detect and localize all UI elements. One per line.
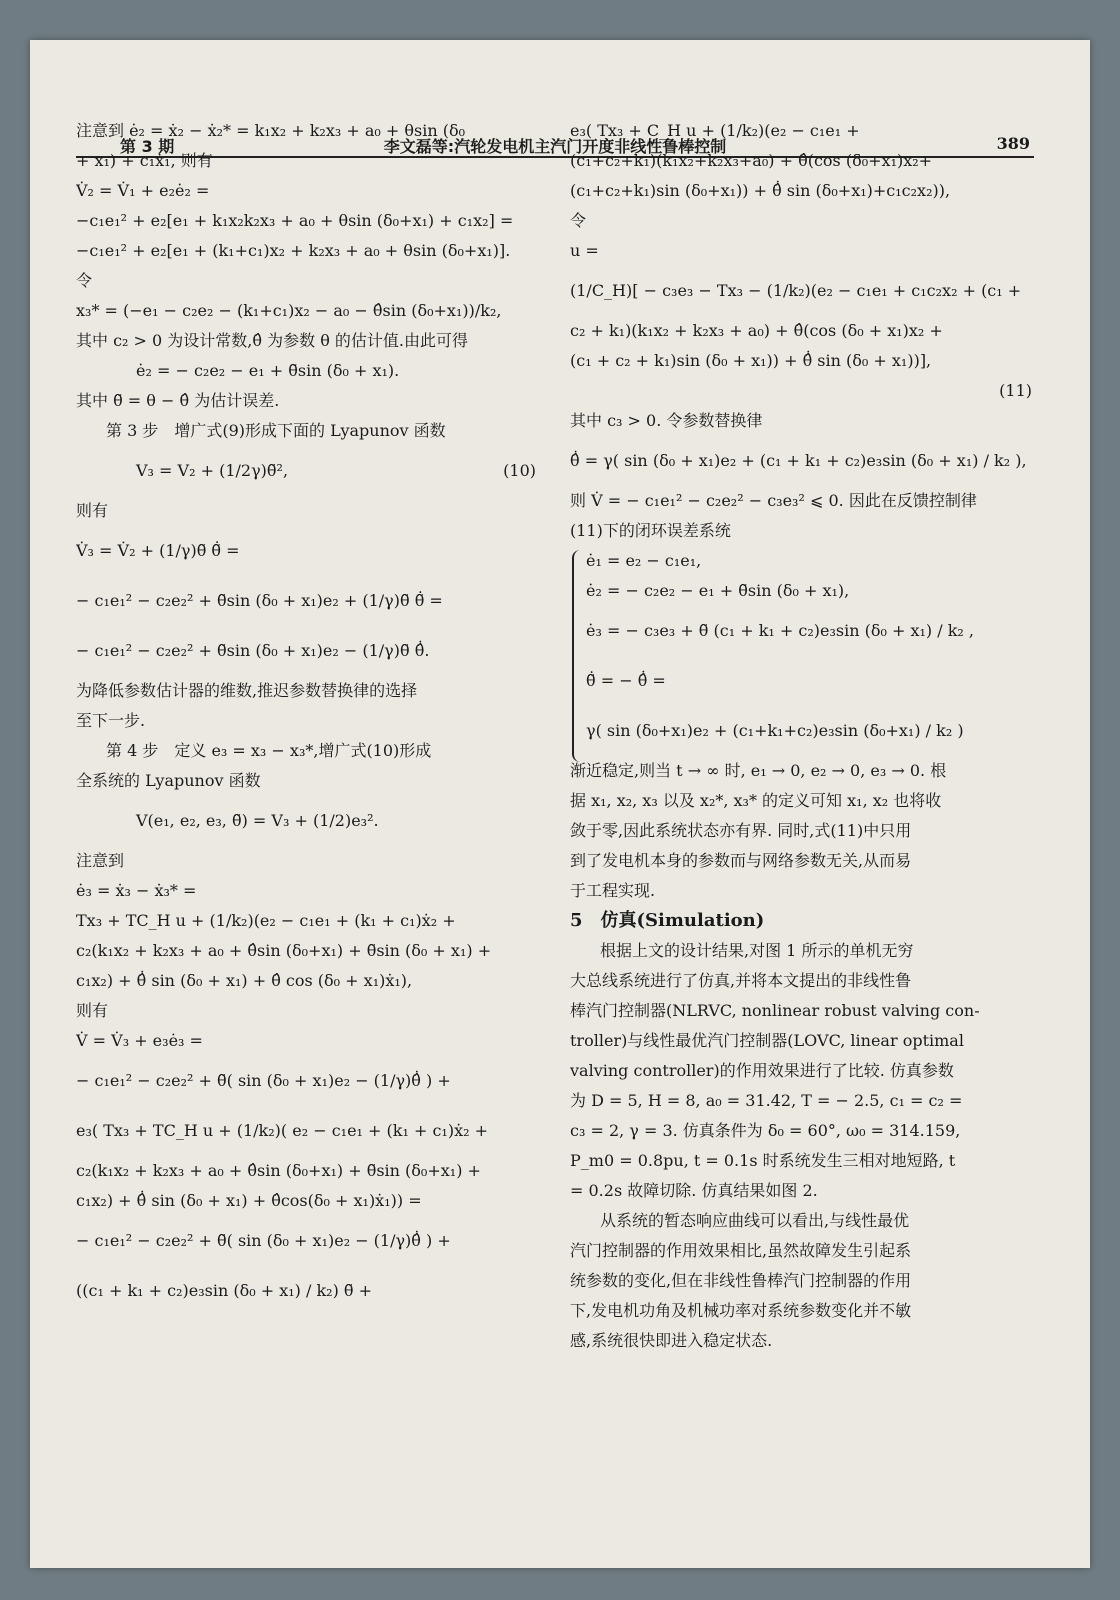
text-line: 渐近稳定,则当 t → ∞ 时, e₁ → 0, e₂ → 0, e₃ → 0. 根 <box>570 761 947 780</box>
step-heading: 第 4 步 定义 e₃ = x₃ − x₃*,增广式(10)形成 <box>106 741 432 760</box>
equation-line: ė₂ = − c₂e₂ − e₁ + θ̃sin (δ₀ + x₁), <box>586 581 850 600</box>
text-line: 其中 c₂ > 0 为设计常数,θ̂ 为参数 θ 的估计值.由此可得 <box>76 331 469 350</box>
equation-line: θ̃̇ = − θ̂̇ = <box>586 671 666 690</box>
text-line: (11)下的闭环误差系统 <box>570 521 731 540</box>
page-number: 389 <box>996 134 1030 153</box>
text-line: 大总线系统进行了仿真,并将本文提出的非线性鲁 <box>570 971 912 990</box>
text-line: 根据上文的设计结果,对图 1 所示的单机无穷 <box>600 941 914 960</box>
equation-line: c₁x₂) + θ̂̇ sin (δ₀ + x₁) + θ̂ cos (δ₀ + x₁)ẋ₁), <box>76 971 413 990</box>
text-line: 其中 c₃ > 0. 令参数替换律 <box>570 411 763 430</box>
equation-line: γ( sin (δ₀+x₁)e₂ + (c₁+k₁+c₂)e₃sin (δ₀+x₁) / k₂ ) <box>586 721 964 740</box>
equation-line: V(e₁, e₂, e₃, θ̃) = V₃ + (1/2)e₃². <box>136 811 379 830</box>
equation-line: − c₁e₁² − c₂e₂² + θ̃sin (δ₀ + x₁)e₂ − (1/γ)θ̃ θ̂̇. <box>76 641 430 660</box>
equation-number: (10) <box>503 461 536 480</box>
text-line: 下,发电机功角及机械功率对系统参数变化并不敏 <box>570 1301 912 1320</box>
equation-line: ė₁ = e₂ − c₁e₁, <box>586 551 702 570</box>
text-line: 到了发电机本身的参数而与网络参数无关,从而易 <box>570 851 912 870</box>
equation-line: ė₃ = − c₃e₃ + θ̃ (c₁ + k₁ + c₂)e₃sin (δ₀ + x₁) / k₂ , <box>586 621 974 640</box>
equation-10 <box>76 446 536 496</box>
error-system-block <box>570 546 1032 756</box>
text-line: 至下一步. <box>76 711 146 730</box>
text-line: 棒汽门控制器(NLRVC, nonlinear robust valving con- <box>570 1001 980 1020</box>
equation-line: ((c₁ + k₁ + c₂)e₃sin (δ₀ + x₁) / k₂) θ̃ + <box>76 1281 373 1300</box>
text-line: 于工程实现. <box>570 881 656 900</box>
running-title: 李文磊等:汽轮发电机主汽门开度非线性鲁棒控制 <box>383 137 727 156</box>
text-line: 其中 θ̃ = θ − θ̂ 为估计误差. <box>76 391 280 410</box>
text-line: 令 <box>76 271 93 290</box>
text-line: 令 <box>570 211 587 230</box>
text-line: 感,系统很快即进入稳定状态. <box>570 1331 773 1350</box>
equation-line: c₂(k₁x₂ + k₂x₃ + a₀ + θ̂sin (δ₀+x₁) + θ̃sin (δ₀ + x₁) + <box>76 941 492 960</box>
text-line: 为 D = 5, H = 8, a₀ = 31.42, T = − 2.5, c₁ = c₂ = <box>570 1091 963 1110</box>
text-line: 从系统的暂态响应曲线可以看出,与线性最优 <box>600 1211 910 1230</box>
equation-line: − c₁e₁² − c₂e₂² + θ̃( sin (δ₀ + x₁)e₂ − (1/γ)θ̂̇ ) + <box>76 1231 451 1250</box>
left-column <box>76 116 536 1316</box>
equation-line: c₁x₂) + θ̂̇ sin (δ₀ + x₁) + θ̂cos(δ₀ + x₁)ẋ₁)) = <box>76 1191 422 1210</box>
issue-number: 第 3 期 <box>120 137 175 156</box>
left-brace <box>572 550 588 762</box>
section-heading: 5 仿真(Simulation) <box>570 910 765 931</box>
step-heading: 第 3 步 增广式(9)形成下面的 Lyapunov 函数 <box>106 421 446 440</box>
equation-body: V₃ = V₂ + (1/2γ)θ̃², <box>136 461 289 480</box>
text-line: 则 V̇ = − c₁e₁² − c₂e₂² − c₃e₃² ⩽ 0. 因此在反馈控制律 <box>570 491 977 510</box>
equation-line: (c₁+c₂+k₁)sin (δ₀+x₁)) + θ̂̇ sin (δ₀+x₁)+c₁c₂x₂)), <box>570 181 951 200</box>
equation-line: Tx₃ + TC_H u + (1/k₂)(e₂ − c₁e₁ + (k₁ + c₁)ẋ₂ + <box>76 911 456 930</box>
equation-line: (c₁ + c₂ + k₁)sin (δ₀ + x₁)) + θ̂̇ sin (δ₀ + x₁))], <box>570 351 932 370</box>
text-line: 统参数的变化,但在非线性鲁棒汽门控制器的作用 <box>570 1271 912 1290</box>
equation-line: − c₁e₁² − c₂e₂² + θ̃( sin (δ₀ + x₁)e₂ − (1/γ)θ̂̇ ) + <box>76 1071 451 1090</box>
text-line: P_m0 = 0.8pu, t = 0.1s 时系统发生三相对地短路, t <box>570 1151 956 1170</box>
text-line: 注意到 <box>76 851 125 870</box>
equation-11-number-row <box>570 376 1032 406</box>
equation-line: θ̂̇ = γ( sin (δ₀ + x₁)e₂ + (c₁ + k₁ + c₂)e₃sin (δ₀ + x₁) / k₂ ), <box>570 451 1027 470</box>
equation-line: c₂(k₁x₂ + k₂x₃ + a₀ + θ̂sin (δ₀+x₁) + θ̃sin (δ₀+x₁) + <box>76 1161 481 1180</box>
equation-line: V̇₃ = V̇₂ + (1/γ)θ̃ θ̃̇ = <box>76 541 240 560</box>
equation-line: − c₁e₁² − c₂e₂² + θ̃sin (δ₀ + x₁)e₂ + (1/γ)θ̃ θ̃̇ = <box>76 591 443 610</box>
equation-line: e₃( Tx₃ + TC_H u + (1/k₂)( e₂ − c₁e₁ + (k₁ + c₁)ẋ₂ + <box>76 1121 488 1140</box>
text-line: troller)与线性最优汽门控制器(LOVC, linear optimal <box>570 1031 964 1050</box>
equation-line: c₂ + k₁)(k₁x₂ + k₂x₃ + a₀) + θ̂(cos (δ₀ + x₁)x₂ + <box>570 321 943 340</box>
text-line: 敛于零,因此系统状态亦有界. 同时,式(11)中只用 <box>570 821 912 840</box>
equation-line: (1/C_H)[ − c₃e₃ − Tx₃ − (1/k₂)(e₂ − c₁e₁ + c₁c₂x₂ + (c₁ + <box>570 281 1022 300</box>
equation-line: ė₂ = − c₂e₂ − e₁ + θ̃sin (δ₀ + x₁). <box>136 361 400 380</box>
text-line: 全系统的 Lyapunov 函数 <box>76 771 261 790</box>
text-line: + x₁) + c₁ẋ₁, 则有 <box>76 151 213 170</box>
equation-line: V̇ = V̇₃ + e₃ė₃ = <box>76 1031 203 1050</box>
text-line: 则有 <box>76 1001 109 1020</box>
equation-line: x₃* = (−e₁ − c₂e₂ − (k₁+c₁)x₂ − a₀ − θ̂sin (δ₀+x₁))/k₂, <box>76 301 502 320</box>
right-column <box>570 116 1032 1356</box>
equation-line: −c₁e₁² + e₂[e₁ + (k₁+c₁)x₂ + k₂x₃ + a₀ + θsin (δ₀+x₁)]. <box>76 241 511 260</box>
equation-number: (11) <box>999 381 1032 400</box>
equation-line: −c₁e₁² + e₂[e₁ + k₁x₂k₂x₃ + a₀ + θsin (δ₀+x₁) + c₁x₂] = <box>76 211 514 230</box>
equation-line: e₃( Tx₃ + C_H u + (1/k₂)(e₂ − c₁e₁ + <box>570 121 860 140</box>
text-line: 则有 <box>76 501 109 520</box>
equation-line: (c₁+c₂+k₁)(k₁x₂+k₂x₃+a₀) + θ̂(cos (δ₀+x₁)x₂+ <box>570 151 933 170</box>
equation-line: u = <box>570 241 599 260</box>
equation-line: V̇₂ = V̇₁ + e₂ė₂ = <box>76 181 210 200</box>
text-line: 汽门控制器的作用效果相比,虽然故障发生引起系 <box>570 1241 912 1260</box>
text-line: 为降低参数估计器的维数,推迟参数替换律的选择 <box>76 681 418 700</box>
text-line: 注意到 ė₂ = ẋ₂ − ẋ₂* = k₁x₂ + k₂x₃ + a₀ + θsin (δ₀ <box>76 121 466 140</box>
text-line: 据 x₁, x₂, x₃ 以及 x₂*, x₃* 的定义可知 x₁, x₂ 也将收 <box>570 791 942 810</box>
equation-line: ė₃ = ẋ₃ − ẋ₃* = <box>76 881 197 900</box>
text-line: valving controller)的作用效果进行了比较. 仿真参数 <box>570 1061 954 1080</box>
text-line: c₃ = 2, γ = 3. 仿真条件为 δ₀ = 60°, ω₀ = 314.159, <box>570 1121 961 1140</box>
text-line: = 0.2s 故障切除. 仿真结果如图 2. <box>570 1181 818 1200</box>
